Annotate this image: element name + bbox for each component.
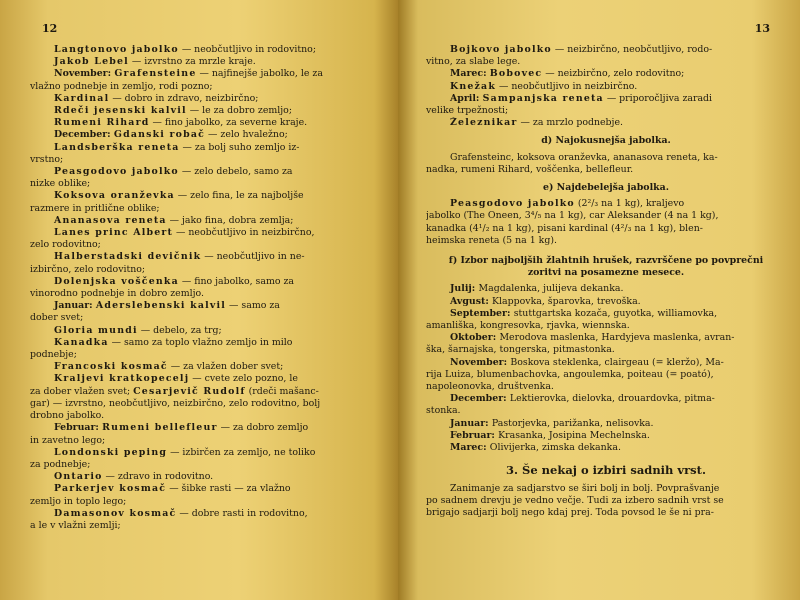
text-run: izbirčno, zelo rodovitno; (30, 263, 146, 275)
text-run: vrstno; (30, 153, 64, 165)
text-line (30, 325, 384, 337)
text-line (30, 56, 384, 68)
text-run: — šibke rasti — za vlažno (166, 483, 291, 495)
text-run: — zelo fina, le za najboljše (174, 190, 304, 202)
variety-name: Peasgodovo jabolko (54, 166, 179, 178)
text-run: Lektierovka, dielovka, drouardovka, pitma- (509, 393, 715, 405)
text-line (426, 235, 786, 247)
text-run: (2²/₃ na 1 kg), kraljevo (574, 198, 685, 210)
text-run: Klappovka, šparovka, trevoška. (492, 295, 641, 307)
text-line (30, 154, 384, 166)
variety-name: Damasonov kosmač (54, 507, 177, 519)
tastiest-apples-text (426, 152, 786, 176)
text-line (426, 393, 786, 405)
text-run: — priporočljiva zaradi (603, 92, 713, 104)
text-line (30, 288, 384, 300)
text-line (426, 308, 786, 320)
text-line (30, 349, 384, 361)
text-run: nizke oblike; (30, 178, 91, 190)
section-3-text (426, 483, 786, 520)
text-line (30, 312, 384, 324)
heading-pear-selection (426, 255, 786, 279)
left-page-body (30, 44, 384, 532)
text-run: Grafensteinc, koksova oranževka, ananasova reneta, ka- (450, 151, 718, 163)
variety-name: Sampanjska reneta (482, 92, 604, 104)
right-page-body (426, 44, 786, 519)
text-run: nadka, rumeni Rihard, voščenka, bellefleur. (426, 163, 634, 175)
text-run: napoleonovka, društvenka. (426, 381, 554, 393)
text-run: — le za dobro zemljo; (186, 105, 292, 117)
variety-name: Parkerjev kosmač (54, 483, 167, 495)
text-run: Magdalenka, julijeva dekanka. (478, 283, 624, 295)
variety-name: Kanadka (54, 336, 109, 348)
text-line (30, 166, 384, 178)
left-page (0, 0, 398, 600)
text-run: — za vlažen dober svet; (167, 361, 284, 373)
text-run: — neizbirčno, neobčutljivo, rodo- (551, 44, 713, 55)
month-label: Marec: (450, 442, 490, 454)
text-run: podnebje; (30, 349, 77, 361)
text-line (30, 398, 384, 410)
month-label: September: (450, 307, 514, 319)
variety-name: Jakob Lebel (54, 56, 129, 68)
right-page (398, 0, 800, 600)
text-line (30, 203, 384, 215)
text-run: Boskova steklenka, clairgeau (= kleržo), Ma- (510, 356, 724, 368)
variety-name: Dolenjska voščenka (54, 275, 179, 287)
text-line (30, 471, 384, 483)
text-line (30, 215, 384, 227)
text-line (30, 410, 384, 422)
text-run: — samo za toplo vlažno zemljo in milo (108, 336, 293, 348)
variety-name: Rumeni bellefleur (102, 422, 218, 434)
text-run: zemljo in toplo lego; (30, 495, 127, 507)
text-run: in zavetno lego; (30, 434, 106, 446)
variety-name: Gdanski robač (113, 129, 206, 141)
text-run: dober svet; (30, 312, 84, 324)
variety-name: Knežak (450, 80, 497, 92)
text-run: — debelo, za trg; (137, 324, 222, 336)
text-line (30, 435, 384, 447)
text-line (426, 198, 786, 210)
text-line (426, 483, 786, 495)
text-line (426, 283, 786, 295)
variety-name: Halberstadski devičnik (54, 251, 202, 263)
text-run: Pastorjevka, parižanka, nelisovka. (491, 417, 654, 429)
text-line (426, 164, 786, 176)
text-line (426, 332, 786, 344)
variety-name: Gloria mundi (54, 324, 138, 336)
text-run: — cvete zelo pozno, le (189, 373, 298, 385)
text-line (30, 508, 384, 520)
month-label: November: (450, 356, 511, 368)
text-run: — izbirčen za zemljo, ne toliko (167, 446, 316, 458)
text-line (426, 68, 786, 80)
text-line (30, 93, 384, 105)
month-label: Julij: (450, 283, 479, 295)
text-run: Merodova maslenka, Hardyjeva maslenka, avran- (499, 332, 735, 344)
text-run: zelo rodovitno; (30, 239, 101, 251)
text-line (30, 496, 384, 508)
text-line (426, 93, 786, 105)
text-run: kanadka (4¹/₂ na 1 kg), pisani kardinal (4²/₃ na 1 kg), blen- (426, 222, 703, 234)
text-line (30, 459, 384, 471)
text-run: — fino jabolko, za severne kraje. (149, 117, 308, 129)
text-line (30, 264, 384, 276)
heading-tastiest-apples: d) Najokusnejša jabolka. (541, 135, 671, 147)
text-run: gar) — izvrstno, neobčutljivo, neizbirčno, zelo rodovitno, bolj (30, 397, 321, 409)
text-line (30, 422, 384, 434)
month-label: Oktober: (450, 332, 500, 344)
variety-name: Rumeni Rihard (54, 117, 150, 129)
month-label: Februar: (450, 429, 499, 441)
text-run: — zelo debelo, samo za (178, 166, 293, 178)
variety-name: Koksova oranževka (54, 190, 175, 202)
page-number-right: 13 (754, 22, 770, 35)
text-run: amanliška, kongresovka, rjavka, wiennska. (426, 320, 630, 332)
variety-name: Langtonovo jabolko (54, 44, 179, 55)
variety-name: Grafensteine (114, 68, 197, 80)
text-line (30, 251, 384, 263)
text-line (30, 129, 384, 141)
text-line (426, 495, 786, 507)
text-line (426, 56, 786, 68)
text-line (30, 117, 384, 129)
text-line (30, 178, 384, 190)
text-run: — dobro in zdravo, neizbirčno; (109, 92, 259, 104)
text-line (30, 337, 384, 349)
text-run: jabolko (The Oneen, 3⁴/₅ na 1 kg), car Aleksander (4 na 1 kg), (426, 210, 719, 222)
text-run: — za dobro zemljo (217, 422, 309, 434)
text-line (426, 357, 786, 369)
text-run: — neobčutljivo in rodovitno; (178, 44, 316, 55)
variety-name: Francoski kosmač (54, 361, 168, 373)
text-run: — dobre rasti in rodovitno, (176, 507, 308, 519)
variety-name: Londonski peping (54, 446, 168, 458)
page-number-left: 12 (42, 22, 58, 35)
text-line (30, 300, 384, 312)
text-line (426, 81, 786, 93)
variety-name: Kardinal (54, 92, 110, 104)
month-label: Februar: (54, 422, 103, 434)
text-run: vlažno podnebje in zemljo, rodi pozno; (30, 80, 213, 92)
text-run: stonka. (426, 405, 461, 417)
text-run: — samo za (226, 300, 280, 312)
variety-name: Kraljevi kratkopecelj (54, 373, 190, 385)
text-run: — izvrstno za mrzle kraje. (128, 56, 256, 68)
text-run: drobno jabolko. (30, 410, 105, 422)
variety-name: Peasgodovo jabolko (450, 198, 575, 210)
text-run: za podnebje; (30, 458, 91, 470)
text-run: — za bolj suho zemljo iz- (179, 141, 300, 153)
text-line (30, 276, 384, 288)
text-line (426, 320, 786, 332)
text-line (30, 227, 384, 239)
month-label: Januar: (54, 300, 96, 312)
text-run: — zdravo in rodovitno. (102, 471, 214, 483)
text-run: heimska reneta (5 na 1 kg). (426, 234, 557, 246)
text-run: — zelo hvaležno; (205, 129, 288, 141)
text-run: (rdeči mašanc- (245, 385, 319, 397)
text-run: rija Luiza, blumenbachovka, angoulemka, poiteau (= poató), (426, 368, 714, 380)
variety-name: Ananasova reneta (54, 214, 167, 226)
text-line (30, 373, 384, 385)
text-line (426, 105, 786, 117)
text-line (426, 381, 786, 393)
text-line (30, 239, 384, 251)
text-line (426, 210, 786, 222)
month-label: Januar: (450, 417, 492, 429)
text-line (426, 152, 786, 164)
heading-largest-apples: e) Najdebelejša jabolka. (543, 182, 669, 194)
text-run: a le v vlažni zemlji; (30, 519, 121, 531)
text-line (426, 223, 786, 235)
largest-apples-text (426, 198, 786, 247)
text-line (426, 405, 786, 417)
text-run: Krasanka, Josipina Mechelnska. (498, 429, 650, 441)
text-line (30, 68, 384, 80)
text-run: — jako fina, dobra zemlja; (166, 214, 294, 226)
text-run: — neobčutljivo in neizbirčno, (173, 227, 315, 239)
text-run: — fino jabolko, samo za (178, 275, 294, 287)
text-run: ška, šarnajska, tongerska, pitmastonka. (426, 344, 615, 356)
text-run: razmere in pritlične oblike; (30, 202, 160, 214)
text-line (30, 105, 384, 117)
apple-list-continued (426, 44, 786, 129)
text-line (426, 442, 786, 454)
section-3-heading: 3. Še nekaj o izbiri sadnih vrst. (506, 463, 706, 478)
text-line (30, 44, 384, 56)
text-line (426, 430, 786, 442)
variety-name: Ontario (54, 471, 103, 483)
variety-name: Aderslebenski kalvil (95, 300, 227, 312)
month-label: Avgust: (450, 295, 493, 307)
text-line (426, 44, 786, 56)
variety-name: Cesarjevič Rudolf (133, 385, 246, 397)
text-line (426, 369, 786, 381)
text-line (30, 190, 384, 202)
heading-pear-selection-line1: f) Izbor najboljših žlahtnih hrušek, razvrščene po povprečni (448, 255, 764, 267)
text-run: za dober vlažen svet; (30, 385, 134, 397)
month-label: November: (54, 68, 115, 80)
heading-pear-selection-line2: zoritvi na posamezne mesece. (527, 267, 685, 279)
variety-name: Landsberška reneta (54, 141, 180, 153)
text-line (30, 520, 384, 532)
month-label: December: (54, 129, 114, 141)
text-run: stuttgartska kozača, guyotka, williamovka, (513, 307, 718, 319)
text-line (426, 296, 786, 308)
text-run: — neobčutljivo in neizbirčno. (496, 80, 638, 92)
text-run: — neizbirčno, zelo rodovitno; (542, 68, 685, 80)
text-line (426, 418, 786, 430)
text-line (426, 507, 786, 519)
variety-name: Rdeči jesenski kalvil (54, 105, 187, 117)
text-run: — za mrzlo podnebje. (517, 117, 623, 129)
text-line (30, 386, 384, 398)
pear-selection-list (426, 283, 786, 454)
month-label: Marec: (450, 68, 490, 80)
text-run: Zanimanje za sadjarstvo se širi bolj in bolj. Povprašvanje (450, 482, 720, 494)
text-run: Olivijerka, zimska dekanka. (489, 442, 621, 454)
text-line (30, 142, 384, 154)
text-run: — najfinejše jabolko, le za (196, 68, 323, 80)
text-run: — neobčutljivo in ne- (201, 251, 305, 263)
text-run: velike trpežnosti; (426, 105, 509, 117)
text-run: po sadnem drevju je vedno večje. Tudi za izbero sadnih vrst se (426, 494, 724, 506)
text-line (426, 117, 786, 129)
text-line (30, 361, 384, 373)
variety-name: Železnikar (450, 117, 518, 129)
text-line (30, 447, 384, 459)
variety-name: Bobovec (489, 68, 543, 80)
text-line (30, 483, 384, 495)
variety-name: Bojkovo jabolko (450, 44, 552, 55)
text-run: vitno, za slabe lege. (426, 56, 521, 68)
text-run: vinorodno podnebje in dobro zemljo. (30, 288, 204, 300)
text-run: brigajo sadjarji bolj nego kdaj prej. Toda povsod le še ni pra- (426, 506, 714, 518)
text-line (426, 344, 786, 356)
text-line (30, 81, 384, 93)
month-label: April: (450, 92, 483, 104)
month-label: December: (450, 393, 510, 405)
variety-name: Lanes princ Albert (54, 227, 174, 239)
